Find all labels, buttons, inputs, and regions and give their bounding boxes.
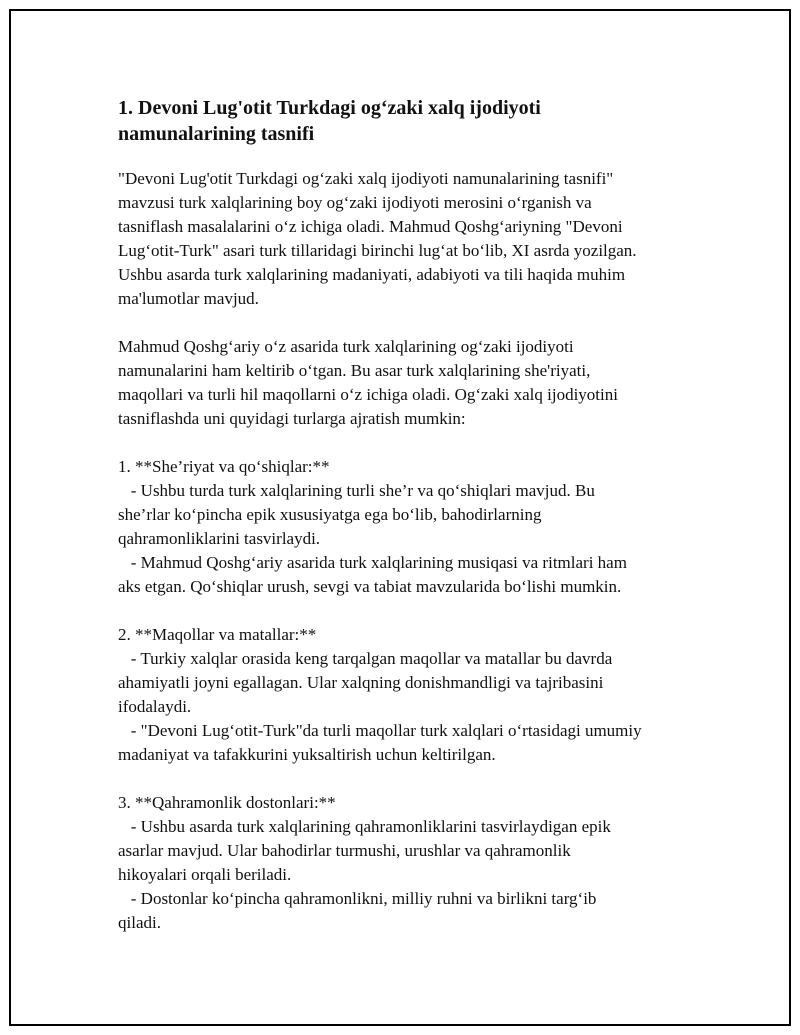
paragraph-spacer (118, 767, 698, 791)
paragraph-intro: "Devoni Lug'otit Turkdagi og‘zaki xalq ijodiyoti namunalarining tasnifi" mavzusi turk xalqlarining boy og‘zaki ijodiyoti merosini o‘rganish va tasniflash masalalarini o‘z ichiga oladi. Mahmud Qoshg‘ariyning "Devoni Lug‘otit-Turk" asari turk tillaridagi birinchi lug‘at bo‘lib, XI asrda yozilgan. Ushbu asarda turk xalqlarining madaniyati, adabiyoti va tili haqida muhim ma'lumotlar mavjud. (118, 169, 637, 308)
document-title: 1. Devoni Lug'otit Turkdagi og‘zaki xalq ijodiyoti namunalarining tasnifi (118, 97, 541, 145)
section-heroic-epics: 3. **Qahramonlik dostonlari:** - Ushbu asarda turk xalqlarining qahramonliklarini tasvirlaydigan epik asarlar mavjud. Ular bahodirlar turmushi, urushlar va qahramonlik hikoyalari orqali beriladi. - Dostonlar ko‘pincha qahramonlikni, milliy ruhni va birlikni targ‘ib qiladi. (118, 793, 611, 932)
document-page (9, 9, 791, 1026)
section-proverbs-sayings: 2. **Maqollar va matallar:** - Turkiy xalqlar orasida keng tarqalgan maqollar va matallar bu davrda ahamiyatli joyni egallagan. Ular xalqning donishmandligi va tajribasini ifodalaydi. - "Devoni Lug‘otit-Turk"da turli maqollar turk xalqlari o‘rtasidagi umumiy madaniyat va tafakkurini yuksaltirish uchun keltirilgan. (118, 625, 642, 764)
document-content (118, 95, 698, 935)
paragraph-classification: Mahmud Qoshg‘ariy o‘z asarida turk xalqlarining og‘zaki ijodiyoti namunalarini ham keltirib o‘tgan. Bu asar turk xalqlarining she'riyati, maqollari va turli hil maqollarni o‘z ichiga oladi. Og‘zaki xalq ijodiyotini tasniflashda uni quyidagi turlarga ajratish mumkin: (118, 337, 618, 428)
paragraph-spacer (118, 599, 698, 623)
paragraph-spacer (118, 311, 698, 335)
section-poetry-songs: 1. **She’riyat va qo‘shiqlar:** - Ushbu turda turk xalqlarining turli she’r va qo‘shiqlari mavjud. Bu she’rlar ko‘pincha epik xususiyatga ega bo‘lib, bahodirlarning qahramonliklarini tasvirlaydi. - Mahmud Qoshg‘ariy asarida turk xalqlarining musiqasi va ritmlari ham aks etgan. Qo‘shiqlar urush, sevgi va tabiat mavzularida bo‘lishi mumkin. (118, 457, 627, 596)
paragraph-spacer (118, 431, 698, 455)
